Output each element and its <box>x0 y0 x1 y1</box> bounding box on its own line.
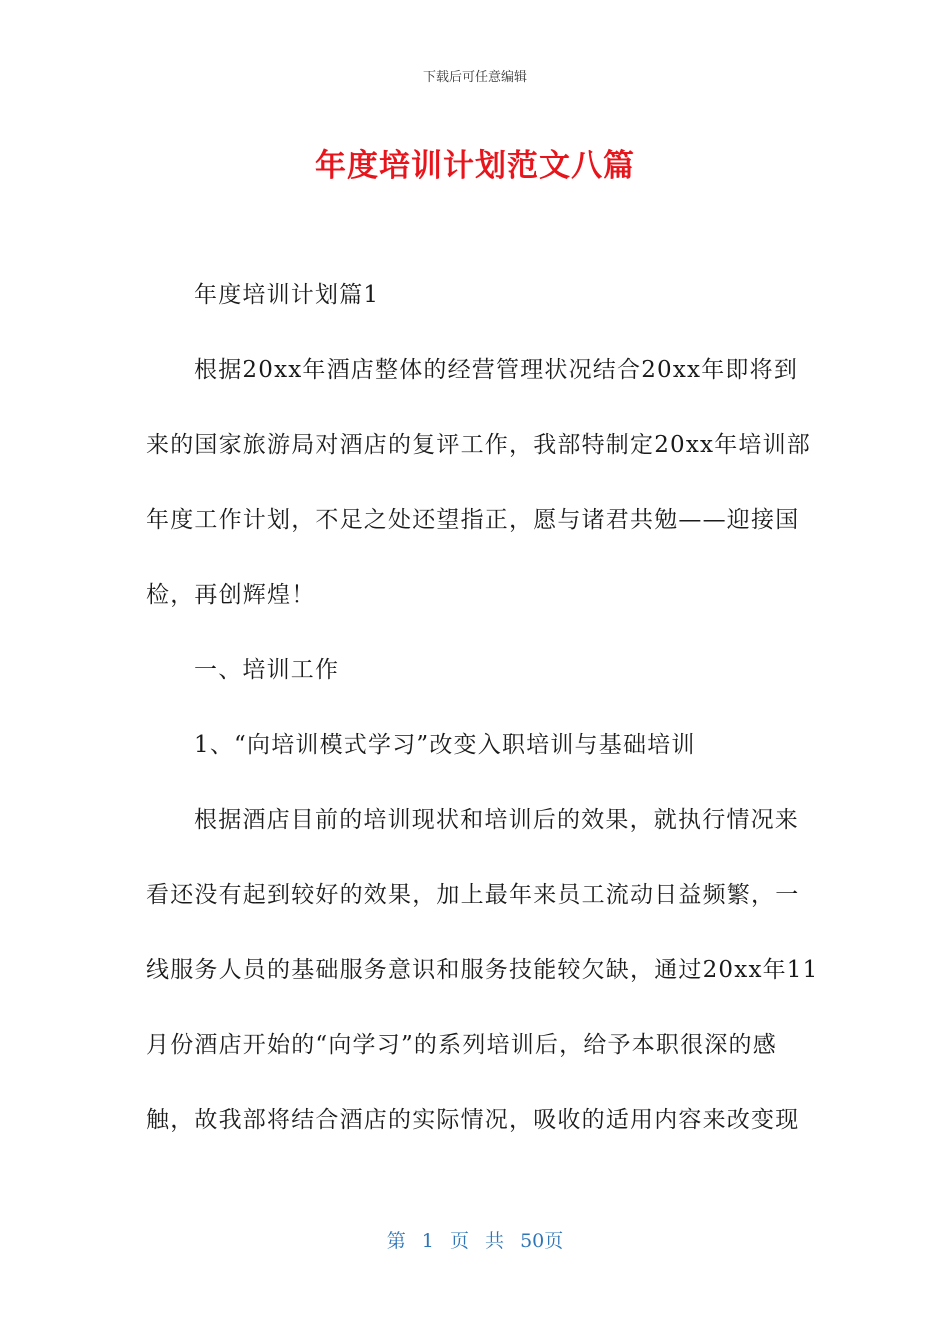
paragraph-line: 来的国家旅游局对酒店的复评工作，我部特制定20xx年培训部 <box>146 432 812 458</box>
footer-prefix: 第 <box>386 1230 406 1252</box>
paragraph-line: 检，再创辉煌！ <box>146 582 316 608</box>
footer-total-label: 共 <box>485 1230 505 1252</box>
paragraph-line: 根据酒店目前的培训现状和培训后的效果，就执行情况来 <box>194 807 799 833</box>
paragraph-line: 看还没有起到较好的效果，加上最年来员工流动日益频繁，一 <box>146 882 800 908</box>
page-number-footer <box>0 1226 950 1253</box>
header-note: 下载后可任意编辑 <box>422 70 527 85</box>
document-title: 年度培训计划范文八篇 <box>315 148 635 184</box>
current-page-number: 1 <box>421 1230 434 1252</box>
paragraph-line: 月份酒店开始的“向学习”的系列培训后，给予本职很深的感 <box>146 1032 777 1058</box>
paragraph-line: 触，故我部将结合酒店的实际情况，吸收的适用内容来改变现 <box>146 1107 800 1133</box>
paragraph-line: 根据20xx年酒店整体的经营管理状况结合20xx年即将到 <box>194 357 799 383</box>
paragraph-line: 线服务人员的基础服务意识和服务技能较欠缺，通过20xx年11 <box>146 957 819 983</box>
paragraph-line: 一、培训工作 <box>194 657 340 683</box>
paragraph-line: 年度工作计划，不足之处还望指正，愿与诸君共勉——迎接国 <box>146 507 800 533</box>
paragraph-line: 1、“向培训模式学习”改变入职培训与基础培训 <box>194 732 696 758</box>
paragraph-line: 年度培训计划篇1 <box>194 282 380 308</box>
document-body <box>146 258 819 1158</box>
footer-page-label: 页 <box>449 1230 469 1252</box>
total-pages: 50页 <box>520 1230 564 1252</box>
